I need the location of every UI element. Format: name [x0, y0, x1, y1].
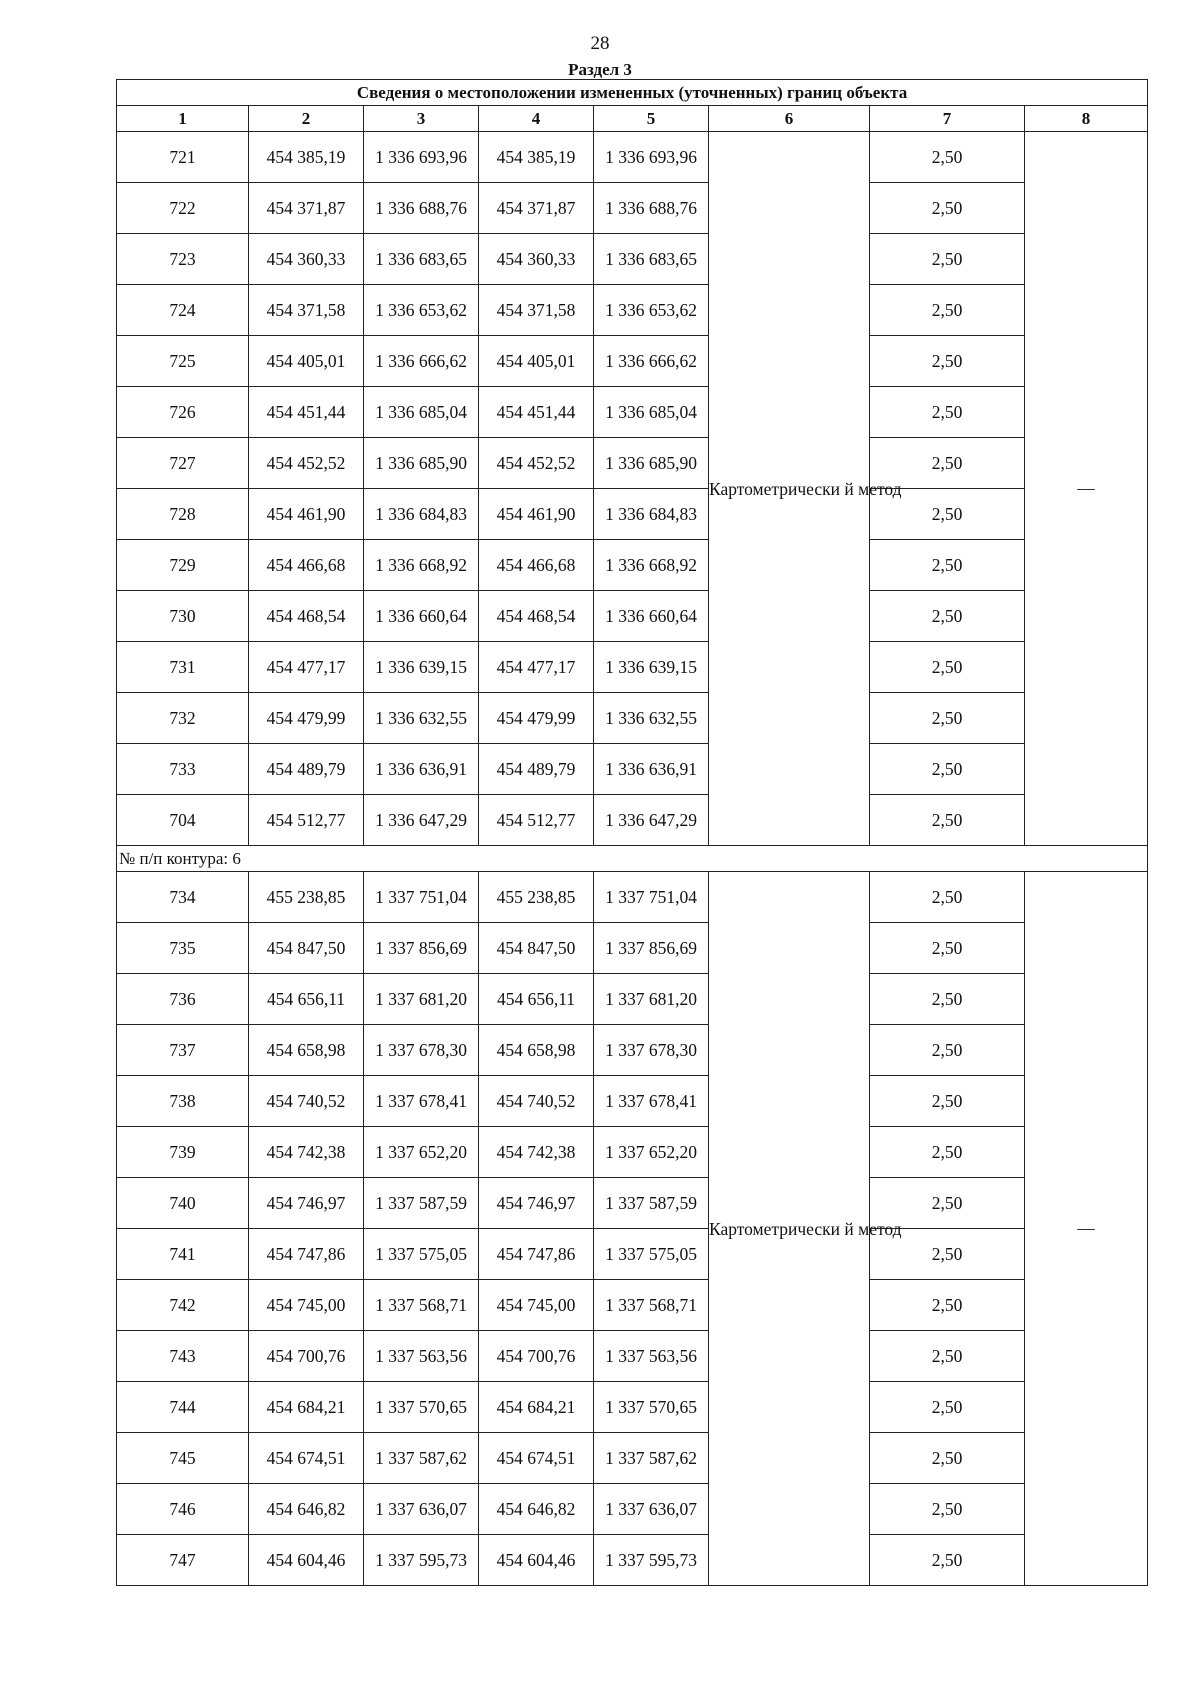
x-coordinate-cell: 454 479,99 [479, 693, 594, 744]
y-coordinate-cell: 1 337 575,05 [364, 1229, 479, 1280]
x-coordinate-cell: 454 468,54 [249, 591, 364, 642]
point-number-cell: 724 [117, 285, 249, 336]
table-row [117, 1535, 1148, 1586]
table-row [117, 387, 1148, 438]
x-coordinate-cell: 454 746,97 [479, 1178, 594, 1229]
x-coordinate-cell: 454 684,21 [479, 1382, 594, 1433]
x-coordinate-cell: 455 238,85 [249, 872, 364, 923]
x-coordinate-cell: 454 847,50 [249, 923, 364, 974]
y-coordinate-cell: 1 337 751,04 [364, 872, 479, 923]
x-coordinate-cell: 454 656,11 [479, 974, 594, 1025]
x-coordinate-cell: 454 452,52 [479, 438, 594, 489]
table-row [117, 1433, 1148, 1484]
precision-cell: 2,50 [870, 1484, 1025, 1535]
precision-cell: 2,50 [870, 1178, 1025, 1229]
y-coordinate-cell: 1 336 668,92 [364, 540, 479, 591]
point-number-cell: 733 [117, 744, 249, 795]
table-row [117, 1229, 1148, 1280]
table-row [117, 183, 1148, 234]
y-coordinate-cell: 1 337 652,20 [594, 1127, 709, 1178]
y-coordinate-cell: 1 336 688,76 [364, 183, 479, 234]
y-coordinate-cell: 1 337 587,59 [364, 1178, 479, 1229]
x-coordinate-cell: 454 745,00 [249, 1280, 364, 1331]
precision-cell: 2,50 [870, 1025, 1025, 1076]
table-row [117, 872, 1148, 923]
x-coordinate-cell: 454 604,46 [479, 1535, 594, 1586]
y-coordinate-cell: 1 337 681,20 [594, 974, 709, 1025]
x-coordinate-cell: 454 477,17 [479, 642, 594, 693]
y-coordinate-cell: 1 337 751,04 [594, 872, 709, 923]
y-coordinate-cell: 1 336 683,65 [364, 234, 479, 285]
point-number-cell: 722 [117, 183, 249, 234]
table-row [117, 1178, 1148, 1229]
y-coordinate-cell: 1 337 678,30 [594, 1025, 709, 1076]
y-coordinate-cell: 1 337 570,65 [594, 1382, 709, 1433]
x-coordinate-cell: 454 360,33 [479, 234, 594, 285]
x-coordinate-cell: 454 451,44 [249, 387, 364, 438]
table-row [117, 974, 1148, 1025]
x-coordinate-cell: 454 646,82 [479, 1484, 594, 1535]
precision-cell: 2,50 [870, 974, 1025, 1025]
x-coordinate-cell: 455 238,85 [479, 872, 594, 923]
y-coordinate-cell: 1 337 681,20 [364, 974, 479, 1025]
x-coordinate-cell: 454 740,52 [249, 1076, 364, 1127]
point-number-cell: 730 [117, 591, 249, 642]
y-coordinate-cell: 1 337 575,05 [594, 1229, 709, 1280]
y-coordinate-cell: 1 337 652,20 [364, 1127, 479, 1178]
column-number: 2 [249, 106, 364, 132]
table-row [117, 234, 1148, 285]
point-number-cell: 744 [117, 1382, 249, 1433]
y-coordinate-cell: 1 337 587,59 [594, 1178, 709, 1229]
column-8-cell: — [1025, 132, 1148, 846]
page-number: 28 [590, 33, 610, 54]
column-number: 5 [594, 106, 709, 132]
precision-cell: 2,50 [870, 1229, 1025, 1280]
y-coordinate-cell: 1 337 636,07 [594, 1484, 709, 1535]
precision-cell: 2,50 [870, 1535, 1025, 1586]
y-coordinate-cell: 1 337 678,30 [364, 1025, 479, 1076]
y-coordinate-cell: 1 336 666,62 [594, 336, 709, 387]
x-coordinate-cell: 454 742,38 [479, 1127, 594, 1178]
table-row [117, 923, 1148, 974]
y-coordinate-cell: 1 337 595,73 [594, 1535, 709, 1586]
precision-cell: 2,50 [870, 387, 1025, 438]
table-row [117, 1382, 1148, 1433]
method-cell: Картометрически й метод [709, 872, 870, 1586]
point-number-cell: 735 [117, 923, 249, 974]
precision-cell: 2,50 [870, 795, 1025, 846]
precision-cell: 2,50 [870, 872, 1025, 923]
precision-cell: 2,50 [870, 1331, 1025, 1382]
y-coordinate-cell: 1 337 563,56 [594, 1331, 709, 1382]
x-coordinate-cell: 454 746,97 [249, 1178, 364, 1229]
y-coordinate-cell: 1 337 587,62 [594, 1433, 709, 1484]
y-coordinate-cell: 1 337 636,07 [364, 1484, 479, 1535]
y-coordinate-cell: 1 336 693,96 [364, 132, 479, 183]
precision-cell: 2,50 [870, 1382, 1025, 1433]
x-coordinate-cell: 454 700,76 [249, 1331, 364, 1382]
point-number-cell: 734 [117, 872, 249, 923]
column-number: 7 [870, 106, 1025, 132]
y-coordinate-cell: 1 336 685,04 [364, 387, 479, 438]
precision-cell: 2,50 [870, 642, 1025, 693]
table-row [117, 1025, 1148, 1076]
precision-cell: 2,50 [870, 438, 1025, 489]
point-number-cell: 727 [117, 438, 249, 489]
point-number-cell: 740 [117, 1178, 249, 1229]
section-title: Раздел 3 [568, 60, 632, 79]
x-coordinate-cell: 454 466,68 [479, 540, 594, 591]
x-coordinate-cell: 454 742,38 [249, 1127, 364, 1178]
point-number-cell: 743 [117, 1331, 249, 1382]
y-coordinate-cell: 1 337 856,69 [364, 923, 479, 974]
column-number: 3 [364, 106, 479, 132]
point-number-cell: 725 [117, 336, 249, 387]
table-row [117, 1280, 1148, 1331]
y-coordinate-cell: 1 337 678,41 [364, 1076, 479, 1127]
table-caption: Сведения о местоположении измененных (уточненных) границ объекта [117, 80, 1148, 106]
y-coordinate-cell: 1 337 570,65 [364, 1382, 479, 1433]
point-number-cell: 729 [117, 540, 249, 591]
precision-cell: 2,50 [870, 183, 1025, 234]
point-number-cell: 738 [117, 1076, 249, 1127]
y-coordinate-cell: 1 336 647,29 [594, 795, 709, 846]
y-coordinate-cell: 1 336 666,62 [364, 336, 479, 387]
x-coordinate-cell: 454 405,01 [479, 336, 594, 387]
y-coordinate-cell: 1 336 684,83 [364, 489, 479, 540]
y-coordinate-cell: 1 336 668,92 [594, 540, 709, 591]
point-number-cell: 731 [117, 642, 249, 693]
column-8-cell: — [1025, 872, 1148, 1586]
y-coordinate-cell: 1 336 636,91 [364, 744, 479, 795]
table-row [117, 744, 1148, 795]
y-coordinate-cell: 1 336 685,04 [594, 387, 709, 438]
y-coordinate-cell: 1 336 647,29 [364, 795, 479, 846]
table-row [117, 540, 1148, 591]
y-coordinate-cell: 1 337 856,69 [594, 923, 709, 974]
y-coordinate-cell: 1 337 568,71 [364, 1280, 479, 1331]
table-row [117, 591, 1148, 642]
y-coordinate-cell: 1 336 693,96 [594, 132, 709, 183]
precision-cell: 2,50 [870, 1433, 1025, 1484]
y-coordinate-cell: 1 336 636,91 [594, 744, 709, 795]
x-coordinate-cell: 454 405,01 [249, 336, 364, 387]
y-coordinate-cell: 1 336 660,64 [594, 591, 709, 642]
column-number-row [117, 106, 1148, 132]
y-coordinate-cell: 1 337 587,62 [364, 1433, 479, 1484]
point-number-cell: 739 [117, 1127, 249, 1178]
precision-cell: 2,50 [870, 1127, 1025, 1178]
point-number-cell: 721 [117, 132, 249, 183]
contour-label: № п/п контура: 6 [117, 846, 1148, 872]
column-number: 6 [709, 106, 870, 132]
precision-cell: 2,50 [870, 744, 1025, 795]
x-coordinate-cell: 454 385,19 [249, 132, 364, 183]
precision-cell: 2,50 [870, 132, 1025, 183]
y-coordinate-cell: 1 337 568,71 [594, 1280, 709, 1331]
x-coordinate-cell: 454 371,87 [479, 183, 594, 234]
table-row [117, 132, 1148, 183]
x-coordinate-cell: 454 700,76 [479, 1331, 594, 1382]
y-coordinate-cell: 1 336 639,15 [364, 642, 479, 693]
column-number: 8 [1025, 106, 1148, 132]
x-coordinate-cell: 454 461,90 [479, 489, 594, 540]
table-row [117, 795, 1148, 846]
x-coordinate-cell: 454 371,87 [249, 183, 364, 234]
point-number-cell: 747 [117, 1535, 249, 1586]
point-number-cell: 737 [117, 1025, 249, 1076]
precision-cell: 2,50 [870, 1076, 1025, 1127]
x-coordinate-cell: 454 646,82 [249, 1484, 364, 1535]
precision-cell: 2,50 [870, 489, 1025, 540]
table-row [117, 1076, 1148, 1127]
point-number-cell: 704 [117, 795, 249, 846]
point-number-cell: 723 [117, 234, 249, 285]
point-number-cell: 728 [117, 489, 249, 540]
point-number-cell: 732 [117, 693, 249, 744]
y-coordinate-cell: 1 336 639,15 [594, 642, 709, 693]
x-coordinate-cell: 454 466,68 [249, 540, 364, 591]
x-coordinate-cell: 454 512,77 [249, 795, 364, 846]
precision-cell: 2,50 [870, 923, 1025, 974]
precision-cell: 2,50 [870, 540, 1025, 591]
precision-cell: 2,50 [870, 285, 1025, 336]
precision-cell: 2,50 [870, 234, 1025, 285]
boundary-coordinates-table [116, 79, 1148, 1586]
precision-cell: 2,50 [870, 693, 1025, 744]
table-row [117, 642, 1148, 693]
y-coordinate-cell: 1 336 653,62 [594, 285, 709, 336]
table-row [117, 336, 1148, 387]
x-coordinate-cell: 454 371,58 [249, 285, 364, 336]
x-coordinate-cell: 454 512,77 [479, 795, 594, 846]
point-number-cell: 746 [117, 1484, 249, 1535]
x-coordinate-cell: 454 489,79 [479, 744, 594, 795]
table-row [117, 438, 1148, 489]
x-coordinate-cell: 454 847,50 [479, 923, 594, 974]
table-row [117, 693, 1148, 744]
y-coordinate-cell: 1 336 653,62 [364, 285, 479, 336]
method-cell: Картометрически й метод [709, 132, 870, 846]
y-coordinate-cell: 1 336 688,76 [594, 183, 709, 234]
x-coordinate-cell: 454 745,00 [479, 1280, 594, 1331]
y-coordinate-cell: 1 336 685,90 [594, 438, 709, 489]
table-row [117, 1331, 1148, 1382]
x-coordinate-cell: 454 674,51 [479, 1433, 594, 1484]
x-coordinate-cell: 454 489,79 [249, 744, 364, 795]
column-number: 4 [479, 106, 594, 132]
precision-cell: 2,50 [870, 591, 1025, 642]
x-coordinate-cell: 454 604,46 [249, 1535, 364, 1586]
point-number-cell: 736 [117, 974, 249, 1025]
precision-cell: 2,50 [870, 336, 1025, 387]
x-coordinate-cell: 454 385,19 [479, 132, 594, 183]
y-coordinate-cell: 1 337 595,73 [364, 1535, 479, 1586]
x-coordinate-cell: 454 461,90 [249, 489, 364, 540]
x-coordinate-cell: 454 658,98 [249, 1025, 364, 1076]
y-coordinate-cell: 1 336 685,90 [364, 438, 479, 489]
table-row [117, 1127, 1148, 1178]
x-coordinate-cell: 454 468,54 [479, 591, 594, 642]
x-coordinate-cell: 454 684,21 [249, 1382, 364, 1433]
table-row [117, 285, 1148, 336]
y-coordinate-cell: 1 336 632,55 [364, 693, 479, 744]
x-coordinate-cell: 454 371,58 [479, 285, 594, 336]
column-number: 1 [117, 106, 249, 132]
x-coordinate-cell: 454 479,99 [249, 693, 364, 744]
point-number-cell: 742 [117, 1280, 249, 1331]
y-coordinate-cell: 1 336 632,55 [594, 693, 709, 744]
x-coordinate-cell: 454 674,51 [249, 1433, 364, 1484]
y-coordinate-cell: 1 337 563,56 [364, 1331, 479, 1382]
y-coordinate-cell: 1 336 660,64 [364, 591, 479, 642]
x-coordinate-cell: 454 747,86 [479, 1229, 594, 1280]
table-row [117, 489, 1148, 540]
y-coordinate-cell: 1 336 683,65 [594, 234, 709, 285]
x-coordinate-cell: 454 452,52 [249, 438, 364, 489]
x-coordinate-cell: 454 451,44 [479, 387, 594, 438]
y-coordinate-cell: 1 336 684,83 [594, 489, 709, 540]
x-coordinate-cell: 454 360,33 [249, 234, 364, 285]
precision-cell: 2,50 [870, 1280, 1025, 1331]
x-coordinate-cell: 454 747,86 [249, 1229, 364, 1280]
y-coordinate-cell: 1 337 678,41 [594, 1076, 709, 1127]
x-coordinate-cell: 454 740,52 [479, 1076, 594, 1127]
x-coordinate-cell: 454 658,98 [479, 1025, 594, 1076]
point-number-cell: 745 [117, 1433, 249, 1484]
point-number-cell: 741 [117, 1229, 249, 1280]
point-number-cell: 726 [117, 387, 249, 438]
table-row [117, 1484, 1148, 1535]
x-coordinate-cell: 454 656,11 [249, 974, 364, 1025]
x-coordinate-cell: 454 477,17 [249, 642, 364, 693]
